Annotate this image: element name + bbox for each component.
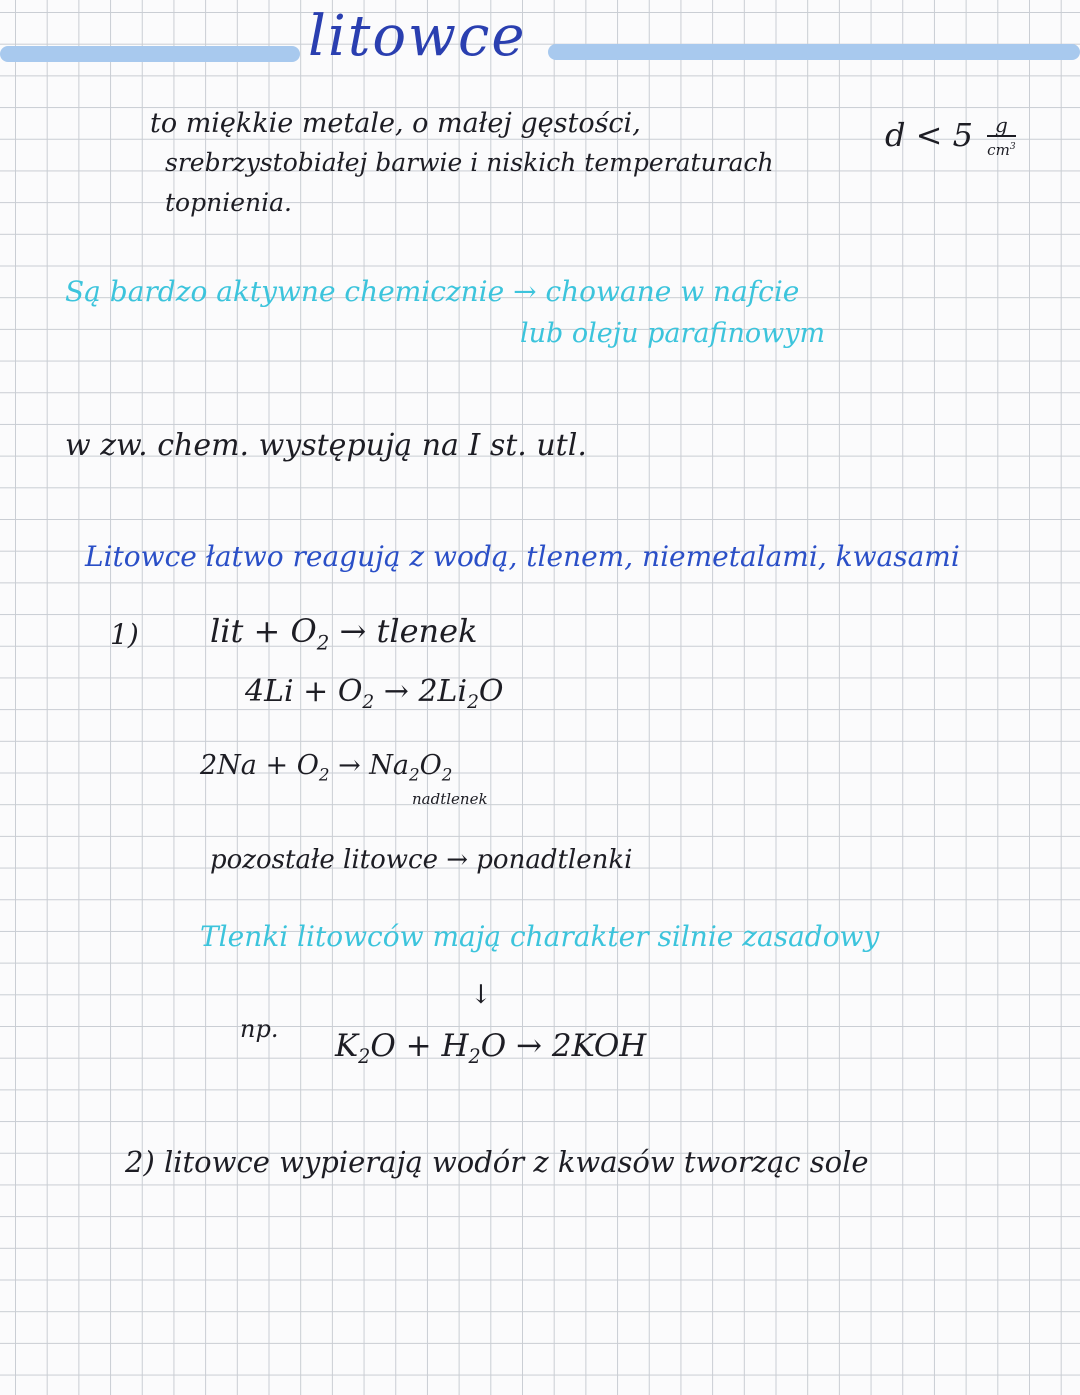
intro-line-1: to miękkie metale, o małej gęstości, xyxy=(150,108,641,139)
general-eq-left: lit + O xyxy=(210,612,317,650)
reactivity-line-2: lub oleju parafinowym xyxy=(520,318,826,349)
na-eq-b-sub: 2 xyxy=(409,764,420,785)
intro-line-2: srebrzystobiałej barwie i niskich temperaturach xyxy=(165,148,774,177)
koh-eq-a: K xyxy=(335,1028,359,1064)
lithium-oxide-equation xyxy=(245,674,504,713)
general-eq-right: → tlenek xyxy=(329,612,478,650)
density-exponent: 3 xyxy=(1009,141,1016,152)
li-eq-c: O xyxy=(478,674,504,709)
reaction-1-number: 1) xyxy=(110,618,139,651)
peroxide-label: nadtlenek xyxy=(412,790,488,808)
li-eq-a-sub: 2 xyxy=(362,692,375,713)
potassium-hydroxide-equation xyxy=(335,1028,646,1068)
general-eq-sub: 2 xyxy=(316,631,330,655)
header-bar-right xyxy=(548,44,1080,60)
page-title: litowce xyxy=(308,4,527,69)
reactivity-line-1: Są bardzo aktywne chemicznie → chowane w nafcie xyxy=(65,275,800,308)
na-eq-a: 2Na + O xyxy=(200,750,319,781)
density-lhs: d < 5 xyxy=(885,116,973,154)
na-eq-c-sub: 2 xyxy=(441,764,453,785)
sodium-peroxide-equation xyxy=(200,750,452,784)
general-oxide-equation xyxy=(210,612,477,654)
reaction-2-note: 2) litowce wypierają wodór z kwasów tworząc sole xyxy=(125,1145,869,1179)
reactions-intro: Litowce łatwo reagują z wodą, tlenem, niemetalami, kwasami xyxy=(85,540,960,573)
density-denominator: cm xyxy=(987,141,1010,159)
na-eq-c: O xyxy=(419,750,442,781)
header-bar-left xyxy=(0,46,300,62)
down-arrow: ↓ xyxy=(470,980,492,1010)
density-fraction xyxy=(987,115,1016,160)
na-eq-b: → Na xyxy=(329,750,409,781)
intro-line-3: topnienia. xyxy=(165,188,292,217)
li-eq-a: 4Li + O xyxy=(245,674,363,709)
na-eq-a-sub: 2 xyxy=(318,764,330,785)
koh-eq-b: O + H xyxy=(370,1028,469,1064)
oxidation-state-note: w zw. chem. występują na I st. utl. xyxy=(65,428,587,463)
oxide-character-note: Tlenki litowców mają charakter silnie zasadowy xyxy=(200,920,880,953)
koh-eq-a-sub: 2 xyxy=(358,1045,371,1069)
density-formula xyxy=(885,115,1016,160)
li-eq-b: → 2Li xyxy=(374,674,468,709)
koh-eq-c: O → 2KOH xyxy=(480,1028,647,1064)
koh-eq-b-sub: 2 xyxy=(468,1045,481,1069)
other-alkali-note: pozostałe litowce → ponadtlenki xyxy=(210,845,633,875)
density-numerator: g xyxy=(987,115,1016,137)
li-eq-b-sub: 2 xyxy=(467,692,479,713)
example-label: np. xyxy=(240,1015,279,1043)
